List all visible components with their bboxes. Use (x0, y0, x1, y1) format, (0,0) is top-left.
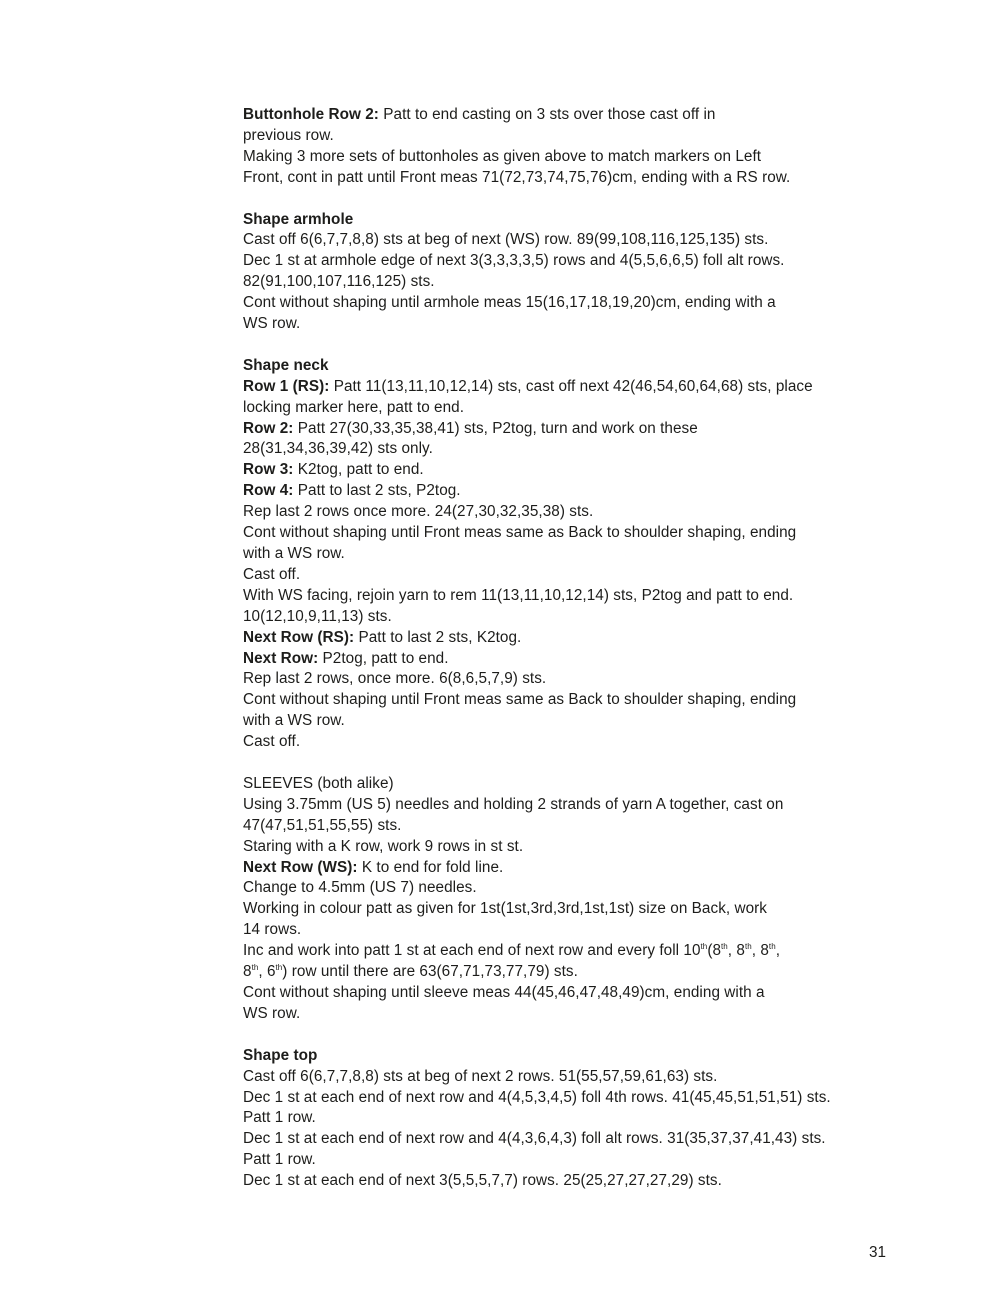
sleeves-line11: WS row. (243, 1004, 301, 1022)
neck-row2-line1 (243, 419, 893, 440)
ordinal-suffix: th (275, 963, 283, 973)
shape-armhole-heading-text: Shape armhole (243, 210, 354, 228)
neck-row4 (243, 481, 893, 502)
armhole-line4: Cont without shaping until armhole meas 15(16,17,18,19,20)cm, ending with a (243, 294, 776, 312)
shape-top-heading-text: Shape top (243, 1046, 318, 1064)
neck-castoff2: Cast off. (243, 733, 301, 751)
neck-next-row-rs (243, 628, 893, 649)
top-line4: Dec 1 st at each end of next row and 4(4,3,6,4,3) foll alt rows. 31(35,37,37,41,43) sts. (243, 1130, 826, 1148)
sleeves-line2: 47(47,51,51,55,55) sts. (243, 816, 402, 834)
neck-row1-line2: locking marker here, patt to end. (243, 398, 465, 416)
sleeves-line1: Using 3.75mm (US 5) needles and holding 2 strands of yarn A together, cast on (243, 795, 784, 813)
buttonhole-row2-line1 (243, 105, 893, 126)
sleeves-line10: Cont without shaping until sleeve meas 44(45,46,47,48,49)cm, ending with a (243, 984, 765, 1002)
neck-next-row-rs-text: Patt to last 2 sts, K2tog. (354, 628, 522, 646)
neck-next-row (243, 649, 893, 670)
sleeves-inc-line2 (243, 962, 893, 983)
top-line5: Patt 1 row. (243, 1151, 316, 1169)
neck-cont2-line1: Cont without shaping until Front meas same as Back to shoulder shaping, ending (243, 691, 797, 709)
neck-next-row-rs-label: Next Row (RS): (243, 628, 355, 646)
sleeves-line3: Staring with a K row, work 9 rows in st st. (243, 837, 524, 855)
neck-castoff1: Cast off. (243, 565, 301, 583)
neck-ws-line1: With WS facing, rejoin yarn to rem 11(13,11,10,12,14) sts, P2tog and patt to end. (243, 586, 794, 604)
top-line1: Cast off 6(6,7,7,8,8) sts at beg of next 2 rows. 51(55,57,59,61,63) sts. (243, 1067, 718, 1085)
top-line2: Dec 1 st at each end of next row and 4(4,5,3,4,5) foll 4th rows. 41(45,45,51,51,51) sts. (243, 1088, 831, 1106)
inc-text-a: Inc and work into patt 1 st at each end of next row and every foll 10 (243, 942, 701, 960)
ordinal-suffix: th (700, 942, 708, 952)
buttonhole-line3: Making 3 more sets of buttonholes as given above to match markers on Left (243, 147, 762, 165)
buttonhole-row2-text: Patt to end casting on 3 sts over those cast off in (378, 106, 716, 123)
buttonhole-row2-line2: previous row. (243, 126, 334, 144)
inc2-text-b: , 6 (258, 963, 276, 981)
neck-row2-label: Row 2: (243, 419, 294, 437)
neck-row1-label: Row 1 (RS): (243, 377, 330, 395)
neck-row1-text: Patt 11(13,11,10,12,14) sts, cast off next 42(46,54,60,64,68) sts, place (329, 377, 813, 395)
inc-text-c: , 8 (727, 942, 745, 960)
neck-row3-text: K2tog, patt to end. (293, 461, 424, 479)
neck-row4-label: Row 4: (243, 482, 294, 500)
neck-next-row-text: P2tog, patt to end. (318, 649, 449, 667)
sleeves-line7: 14 rows. (243, 921, 302, 939)
neck-ws-line2: 10(12,10,9,11,13) sts. (243, 607, 392, 625)
sleeves-line6: Working in colour patt as given for 1st(1st,3rd,3rd,1st,1st) size on Back, work (243, 900, 767, 918)
neck-cont1-line2: with a WS row. (243, 545, 345, 562)
inc2-text-c: ) row until there are 63(67,71,73,77,79) sts. (282, 963, 578, 981)
ordinal-suffix: th (768, 942, 776, 952)
top-line6: Dec 1 st at each end of next 3(5,5,5,7,7) rows. 25(25,27,27,27,29) sts. (243, 1172, 722, 1190)
neck-row2-text: Patt 27(30,33,35,38,41) sts, P2tog, turn and work on these (293, 419, 698, 437)
ordinal-suffix: th (721, 942, 728, 952)
pattern-text (243, 105, 893, 1192)
shape-top-heading (243, 1046, 893, 1067)
inc-text-b: (8 (707, 942, 722, 960)
inc2-text-a: 8 (243, 963, 252, 981)
neck-repeat2: Rep last 2 rows, once more. 6(8,6,5,7,9) sts. (243, 670, 547, 688)
sleeves-line5: Change to 4.5mm (US 7) needles. (243, 879, 477, 897)
page-number: 31 (869, 1244, 887, 1261)
armhole-line1: Cast off 6(6,7,7,8,8) sts at beg of next (WS) row. 89(99,108,116,125,135) sts. (243, 231, 769, 249)
sleeves-heading: SLEEVES (both alike) (243, 774, 394, 792)
armhole-line5: WS row. (243, 315, 301, 333)
shape-neck-heading-text: Shape neck (243, 356, 329, 374)
sleeves-next-row-ws (243, 858, 893, 879)
neck-next-row-label: Next Row: (243, 649, 319, 667)
shape-neck-heading (243, 356, 893, 377)
buttonhole-row2-label: Buttonhole Row 2: (243, 106, 379, 123)
top-line3: Patt 1 row. (243, 1109, 316, 1127)
neck-repeat1: Rep last 2 rows once more. 24(27,30,32,35,38) sts. (243, 503, 594, 521)
ordinal-suffix: th (251, 963, 259, 973)
sleeves-next-row-ws-label: Next Row (WS): (243, 858, 358, 876)
ordinal-suffix: th (744, 942, 752, 952)
neck-row2-line2: 28(31,34,36,39,42) sts only. (243, 440, 433, 458)
sleeves-next-row-ws-text: K to end for fold line. (357, 858, 504, 876)
buttonhole-line4: Front, cont in patt until Front meas 71(72,73,74,75,76)cm, ending with a RS row. (243, 168, 791, 186)
inc-text-e: , (775, 942, 781, 960)
armhole-line3: 82(91,100,107,116,125) sts. (243, 273, 435, 291)
neck-row1-line1 (243, 377, 893, 398)
neck-row4-text: Patt to last 2 sts, P2tog. (293, 482, 461, 500)
neck-cont1-line1: Cont without shaping until Front meas same as Back to shoulder shaping, ending (243, 524, 797, 542)
neck-cont2-line2: with a WS row. (243, 712, 345, 730)
armhole-line2: Dec 1 st at armhole edge of next 3(3,3,3,3,5) rows and 4(5,5,6,6,5) foll alt rows. (243, 252, 785, 270)
neck-row3 (243, 460, 893, 481)
sleeves-inc-line1 (243, 941, 893, 962)
shape-armhole-heading (243, 210, 893, 231)
neck-row3-label: Row 3: (243, 461, 294, 479)
inc-text-d: , 8 (751, 942, 769, 960)
